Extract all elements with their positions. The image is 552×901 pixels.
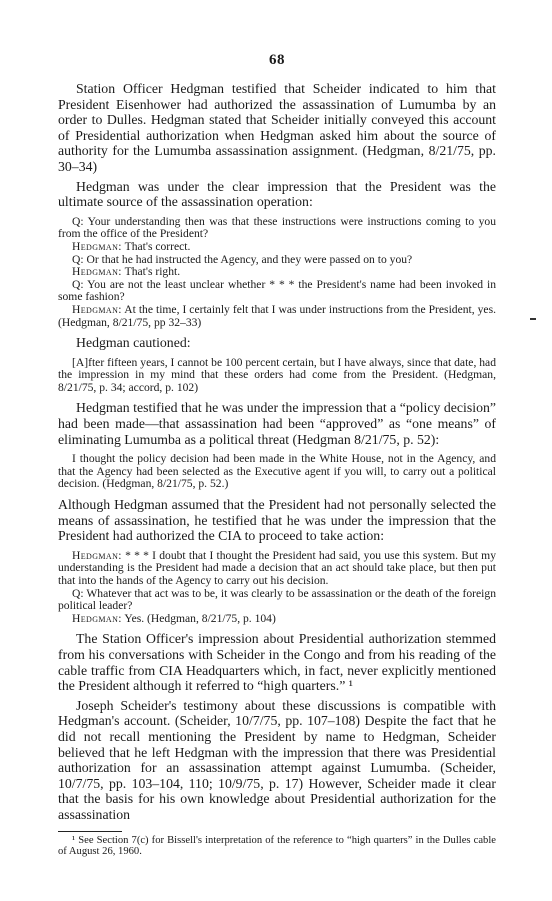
body-paragraph: Hedgman testified that he was under the impression that a “policy decision” had been made—that assassination had been “approved” as “one means” of eliminating Lumumba as a political threat (Hedgman 8/21/75, p. 52): (58, 400, 496, 447)
testimony-quote (58, 357, 496, 395)
quote-line (58, 550, 496, 588)
quote-text: Q: Whatever that act was to be, it was clearly to be assassination or the death of the foreign political leader? (58, 586, 496, 613)
quote-line (58, 216, 496, 241)
body-paragraph: Station Officer Hedgman testified that Scheider indicated to him that President Eisenhower had authorized the assassination of Lumumba by an order to Dulles. Hedgman stated that Scheider initially conveyed this account of Presidential authorization when Hedgman asked him about the source of authority for the Lumumba assassination assignment. (Hedgman, 8/21/75, pp. 30–34) (58, 81, 496, 174)
speaker-label: Hedgman: (72, 548, 122, 562)
quote-text: At the time, I certainly felt that I was under instructions from the President, yes. (Hedgman, 8/21/75, pp 32–33) (58, 302, 496, 329)
footnote: ¹ See Section 7(c) for Bissell's interpretation of the reference to “high quarters” in the Dulles cable of August 26, 1960. (58, 834, 496, 858)
body-paragraph: Hedgman cautioned: (76, 335, 191, 351)
page-number: 68 (269, 52, 285, 68)
testimony-quote (58, 216, 496, 329)
body-paragraph: Although Hedgman assumed that the President had not personally selected the means of assassination, he testified that he was under the impression that the President had authorized the CIA to proceed to take action: (58, 497, 496, 544)
testimony-quote (58, 550, 496, 626)
quote-line (58, 279, 496, 304)
testimony-quote (58, 453, 496, 491)
body-paragraph: Joseph Scheider's testimony about these discussions is compatible with Hedgman's account. (Scheider, 10/7/75, pp. 107–108) Despite the fact that he did not recall mentioning the President by name to Hedgman, Scheider believed that he left Hedgman with the impression that there was Presidential authorization for an assassination attempt against Lumumba. (Scheider, 10/7/75, pp. 103–104, 110; 10/9/75, p. 17) However, Scheider made it clear that the basis for his own knowledge about Presidential authorization for the assassination (58, 697, 496, 822)
quote-text: That's right. (124, 265, 181, 279)
quote-line (58, 357, 496, 395)
quote-text: [A]fter fifteen years, I cannot be 100 percent certain, but I have always, since that date, had the impression in my mind that these orders had come from the President. (Hedgman, 8/21/75, p. 34; accord, p. 102) (58, 355, 496, 394)
speaker-label: Hedgman: (72, 302, 122, 316)
speaker-label: Hedgman: (72, 239, 122, 253)
quote-text: Q: You are not the least unclear whether * * * the President's name had been invoked in some fashion? (58, 277, 496, 304)
quote-text: Q: Your understanding then was that these instructions were instructions coming to you from the office of the President? (58, 214, 496, 241)
speaker-label: Hedgman: (72, 611, 122, 625)
page-body (58, 81, 496, 823)
quote-line (58, 304, 496, 329)
speaker-label: Hedgman: (72, 265, 122, 279)
quote-line (58, 613, 496, 626)
quote-text: Q: Or that he had instructed the Agency, and they were passed on to you? (72, 252, 413, 266)
body-paragraph: The Station Officer's impression about Presidential authorization stemmed from his conversations with Scheider in the Congo and from his reading of the cable traffic from CIA Headquarters which, in fact, never explicitly mentioned the President although it referred to “high quarters.” ¹ (58, 631, 496, 694)
quote-line (58, 453, 496, 491)
footnote-rule (58, 831, 122, 832)
quote-text: * * * I doubt that I thought the President had said, you use this system. But my understanding is the President had made a decision that an act should take place, but then put that into the hands of the Agency to carry out his decision. (58, 548, 496, 587)
quote-text: I thought the policy decision had been made in the White House, not in the Agency, and that the Agency had been selected as the Executive agent if you will, to carry out a political decision. (Hedgman, 8/21/75, p. 52.) (58, 452, 496, 491)
margin-mark (530, 318, 536, 320)
quote-text: Yes. (Hedgman, 8/21/75, p. 104) (124, 611, 276, 625)
quote-text: That's correct. (124, 239, 191, 253)
body-paragraph: Hedgman was under the clear impression that the President was the ultimate source of the assassination operation: (58, 178, 496, 210)
quote-line (58, 588, 496, 613)
